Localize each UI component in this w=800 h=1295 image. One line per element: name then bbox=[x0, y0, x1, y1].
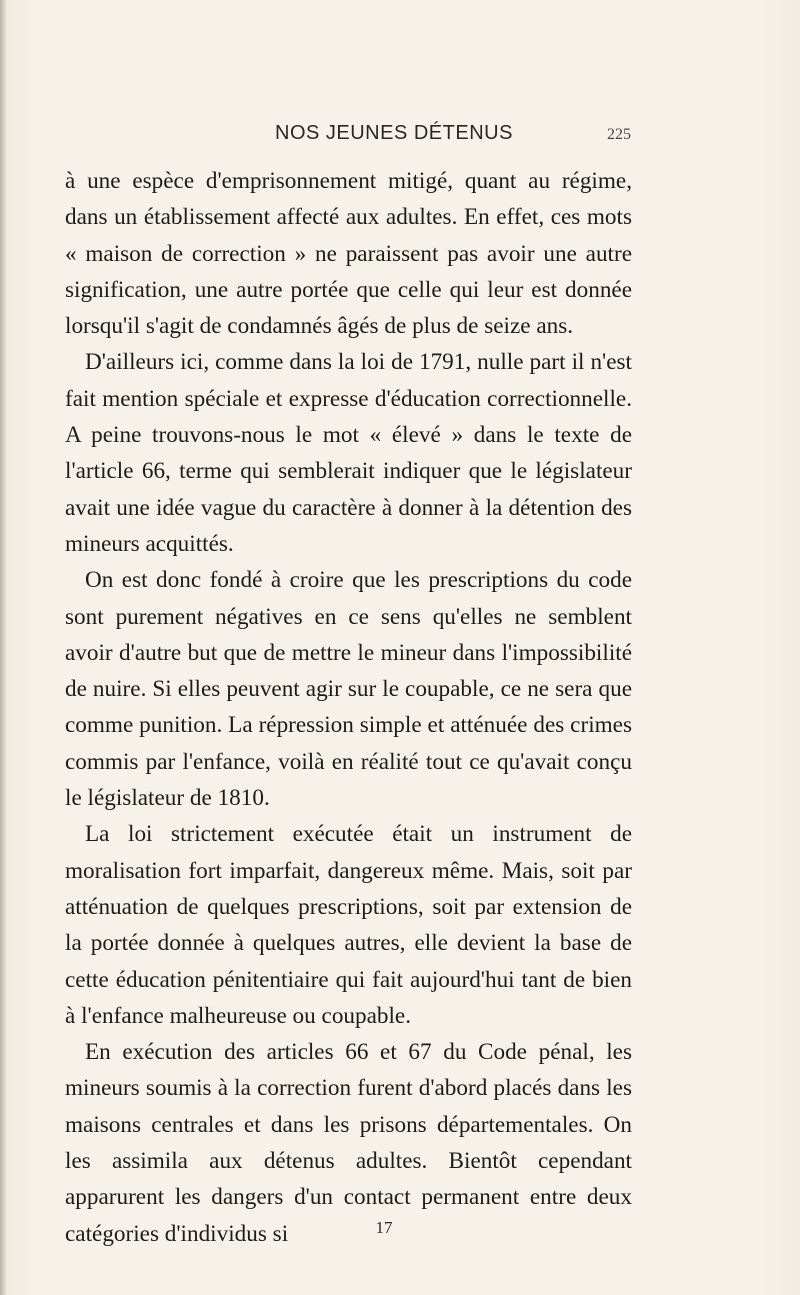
paragraph: En exécution des articles 66 et 67 du Code pénal, les mineurs soumis à la correction furent d'abord placés dans les maisons centrales et dans les prisons départementales. On les assimila aux détenus adultes. Bientôt cependant apparurent les dangers d'un contact permanent entre deux catégories d'individus si bbox=[65, 1039, 632, 1247]
body-text bbox=[65, 163, 632, 1252]
signature-mark bbox=[0, 1218, 800, 1238]
paragraph: La loi strictement exécutée était un instrument de moralisation fort imparfait, dangereux même. Mais, soit par atténuation de quelques prescriptions, soit par extension de la portée donnée à quelques autres, elle devient la base de cette éducation pénitentiaire qui fait aujourd'hui tant de bien à l'enfance malheureuse ou coupable. bbox=[65, 821, 632, 1029]
page-header bbox=[0, 122, 800, 152]
paragraph: à une espèce d'emprisonnement mitigé, quant au régime, dans un établissement affecté aux adultes. En effet, ces mots « maison de correction » ne paraissent pas avoir une autre signification, une autre portée que celle qui leur est donnée lorsqu'il s'agit de condamnés âgés de plus de seize ans. bbox=[65, 168, 632, 340]
paragraph: On est donc fondé à croire que les prescriptions du code sont purement négatives en ce sens qu'elles ne semblent avoir d'autre but que de mettre le mineur dans l'impossibilité de nuire. Si elles peuvent agir sur le coupable, ce ne sera que comme punition. La répression simple et atténuée des crimes commis par l'enfance, voilà en réalité tout ce qu'avait conçu le législateur de 1810. bbox=[65, 567, 632, 812]
paragraph: D'ailleurs ici, comme dans la loi de 1791, nulle part il n'est fait mention spéciale et expresse d'éducation correctionnelle. A peine trouvons-nous le mot « élevé » dans le texte de l'article 66, terme qui semblerait indiquer que le législateur avait une idée vague du caractère à donner à la détention des mineurs acquittés. bbox=[65, 349, 632, 557]
signature-number: 17 bbox=[375, 1218, 393, 1237]
page-binding-edge bbox=[0, 0, 6, 1295]
page-number: 225 bbox=[607, 126, 631, 143]
running-title: NOS JEUNES DÉTENUS bbox=[275, 122, 513, 144]
